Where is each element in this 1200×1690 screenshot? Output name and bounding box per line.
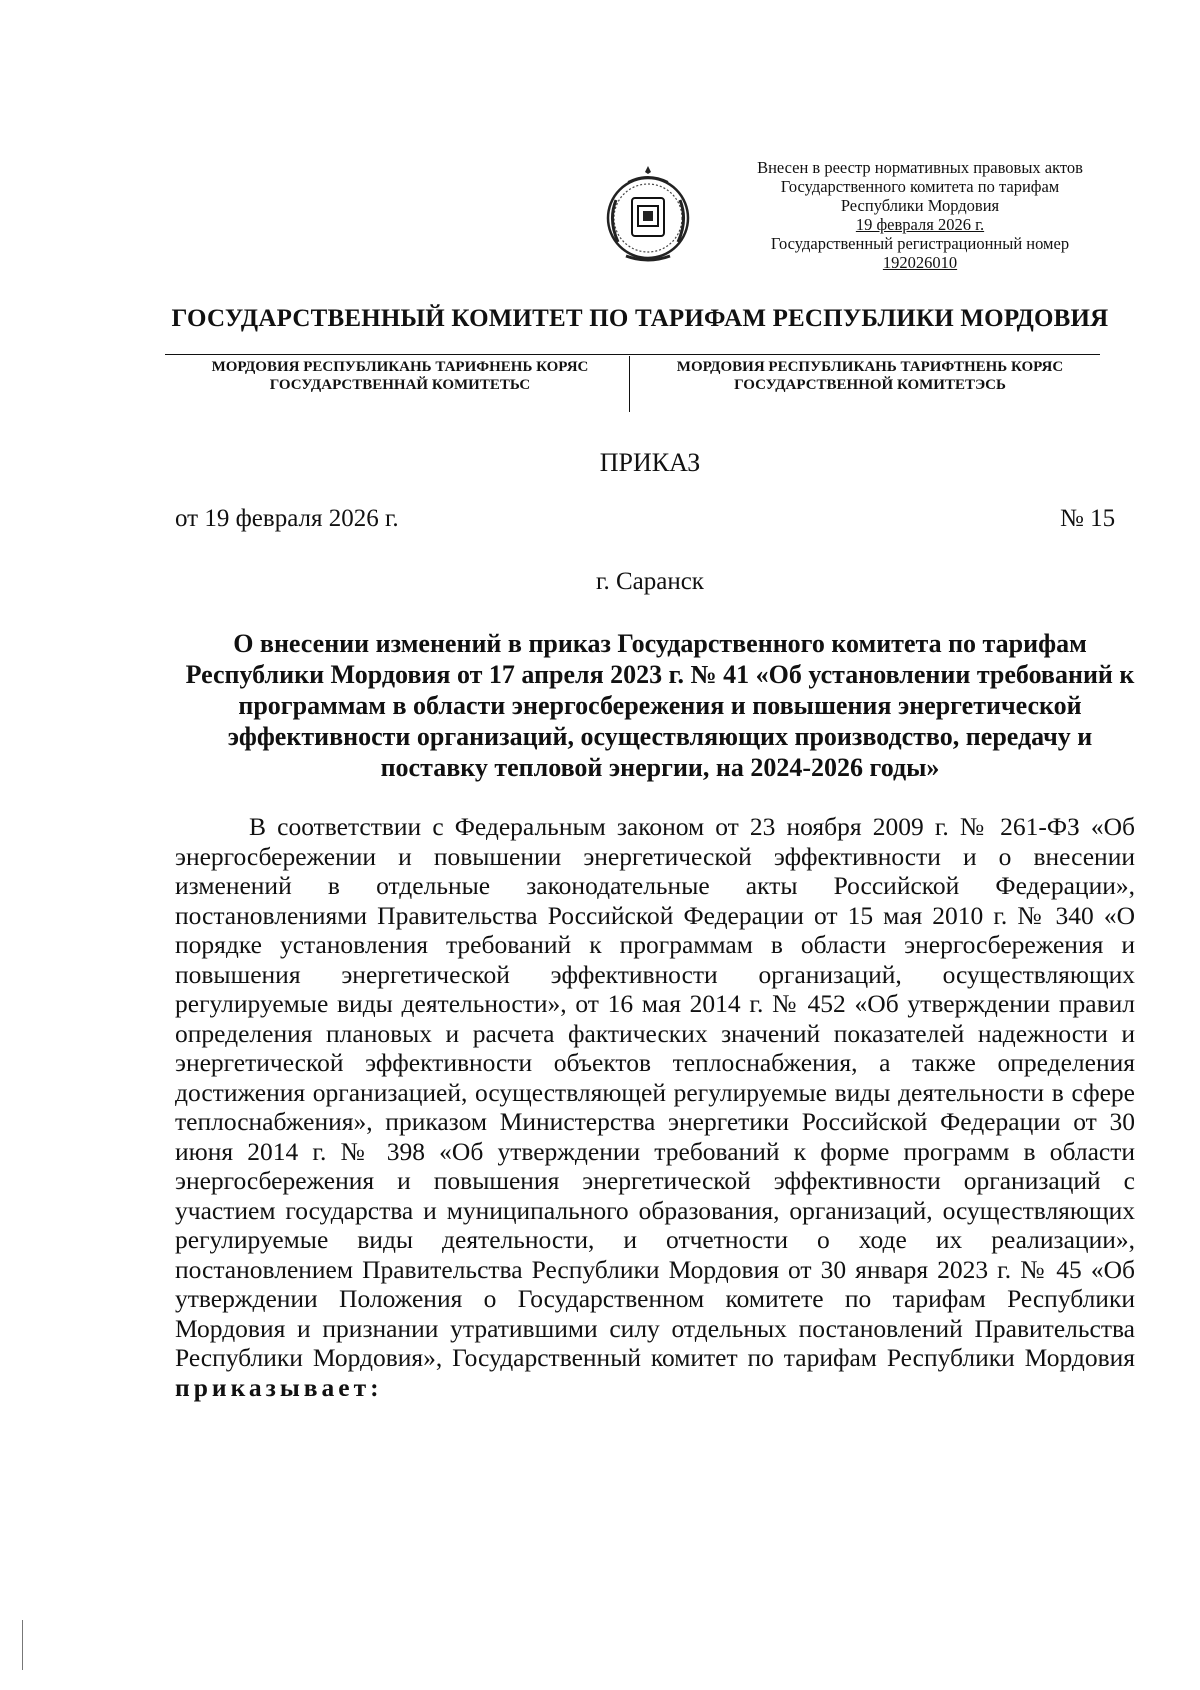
subtitle-left-line-2: ГОСУДАРСТВЕННАЙ КОМИТЕТЬС bbox=[269, 377, 531, 393]
registry-line-3: Республики Мордовия bbox=[840, 196, 1000, 215]
registry-number: 192026010 bbox=[882, 253, 958, 272]
subtitle-right-line-1: МОРДОВИЯ РЕСПУБЛИКАНЬ ТАРИФТНЕНЬ КОРЯС bbox=[676, 359, 1064, 375]
organization-subtitle-right bbox=[645, 358, 1095, 394]
document-body bbox=[175, 812, 1135, 1402]
organization-subtitle-left bbox=[185, 358, 615, 394]
header-vertical-divider bbox=[629, 356, 630, 412]
registry-note bbox=[735, 158, 1105, 272]
organization-title: ГОСУДАРСТВЕННЫЙ КОМИТЕТ ПО ТАРИФАМ РЕСПУБЛИКИ МОРДОВИЯ bbox=[171, 305, 1109, 332]
registry-line-5: Государственный регистрационный номер bbox=[770, 234, 1070, 253]
document-city: г. Саранск bbox=[596, 568, 704, 595]
registry-line-1: Внесен в реестр нормативных правовых актов bbox=[757, 158, 1083, 177]
subtitle-left-line-1: МОРДОВИЯ РЕСПУБЛИКАНЬ ТАРИФНЕНЬ КОРЯС bbox=[211, 359, 589, 375]
margin-scan-mark bbox=[22, 1620, 23, 1670]
registry-line-2: Государственного комитета по тарифам bbox=[780, 177, 1060, 196]
document-date: от 19 февраля 2026 г. bbox=[175, 505, 399, 532]
header-divider bbox=[165, 354, 1100, 355]
registry-date: 19 февраля 2026 г. bbox=[855, 215, 985, 234]
body-emphasis: приказывает: bbox=[175, 1372, 383, 1402]
subtitle-right-line-2: ГОСУДАРСТВЕННОЙ КОМИТЕТЭСЬ bbox=[734, 377, 1006, 393]
document-type: ПРИКАЗ bbox=[599, 448, 701, 477]
document-heading: О внесении изменений в приказ Государственного комитета по тарифам Республики Мордовия от 17 апреля 2023 г. № 41 «Об установлении требований к программам в области энергосбережения и повышения энергетической эффективности организаций, осуществляющих производство, передачу и поставку тепловой энергии, на 2024-2026 годы» bbox=[185, 629, 1135, 782]
body-paragraph: В соответствии с Федеральным законом от 23 ноября 2009 г. № 261-ФЗ «Об энергосбережении и повышении энергетической эффективности и о внесении изменений в отдельные законодательные акты Российской Федерации», постановлениями Правительства Российской Федерации от 15 мая 2010 г. № 340 «О порядке установления требований к программам в области энергосбережения и повышения энергетической эффективности организаций, осуществляющих регулируемые виды деятельности», от 16 мая 2014 г. № 452 «Об утверждении правил определения плановых и расчета фактических значений показателей надежности и энергетической эффективности объектов теплоснабжения, а также определения достижения организацией, осуществляющей регулируемые виды деятельности в сфере теплоснабжения», приказом Министерства энергетики Российской Федерации от 30 июня 2014 г. № 398 «Об утверждении требований к форме программ в области энергосбережения и повышения энергетической эффективности организаций с участием государства и муниципального образования, организаций, осуществляющих регулируемые виды деятельности, и отчетности о ходе их реализации», постановлением Правительства Республики Мордовия от 30 января 2023 г. № 45 «Об утверждении Положения о Государственном комитете по тарифам Республики Мордовия и признании утратившими силу отдельных постановлений Правительства Республики Мордовия», Государственный комитет по тарифам Республики Мордовия bbox=[175, 812, 1135, 1372]
document-number: № 15 bbox=[1060, 505, 1116, 532]
coat-of-arms-emblem bbox=[598, 160, 698, 270]
